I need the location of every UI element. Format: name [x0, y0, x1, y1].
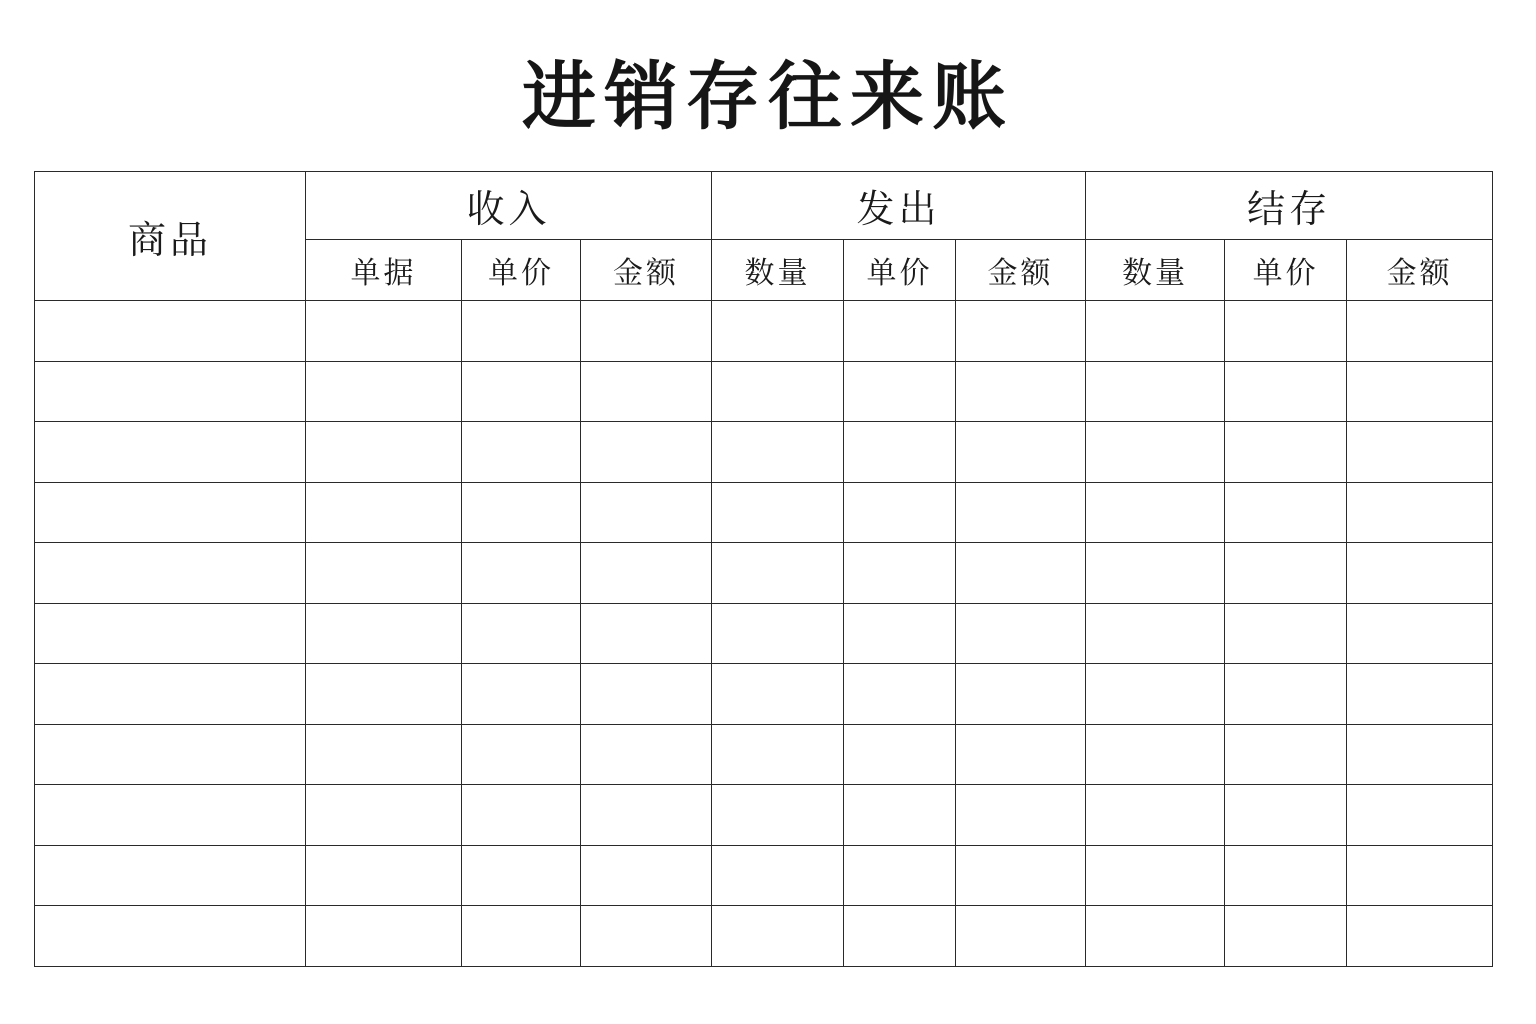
table-cell[interactable]	[1086, 543, 1225, 604]
table-cell[interactable]	[1086, 906, 1225, 967]
table-cell[interactable]	[956, 785, 1086, 846]
group-header-row	[35, 172, 1493, 240]
table-cell[interactable]	[1225, 422, 1347, 483]
column-header: 数量	[1086, 240, 1225, 301]
table-cell[interactable]	[1347, 845, 1493, 906]
table-cell[interactable]	[1225, 724, 1347, 785]
table-cell[interactable]	[844, 543, 956, 604]
table-cell[interactable]	[1225, 301, 1347, 362]
table-row	[35, 906, 1493, 967]
table-cell[interactable]	[844, 361, 956, 422]
table-cell[interactable]	[956, 906, 1086, 967]
table-cell[interactable]	[1086, 664, 1225, 725]
table-cell[interactable]	[581, 482, 712, 543]
table-cell[interactable]	[956, 724, 1086, 785]
column-header: 金额	[1347, 240, 1493, 301]
table-row	[35, 785, 1493, 846]
table-cell[interactable]	[844, 482, 956, 543]
table-cell[interactable]	[1225, 845, 1347, 906]
table-cell[interactable]	[1347, 301, 1493, 362]
table-cell[interactable]	[956, 361, 1086, 422]
table-cell[interactable]	[306, 845, 462, 906]
product-cell[interactable]	[35, 301, 306, 362]
table-cell[interactable]	[306, 785, 462, 846]
column-header: 单价	[462, 240, 581, 301]
table-cell[interactable]	[1225, 543, 1347, 604]
table-cell[interactable]	[956, 301, 1086, 362]
table-cell[interactable]	[1347, 603, 1493, 664]
table-cell[interactable]	[1347, 422, 1493, 483]
product-cell[interactable]	[35, 724, 306, 785]
ledger-table	[34, 171, 1493, 967]
table-row	[35, 845, 1493, 906]
table-cell[interactable]	[844, 906, 956, 967]
ledger-body	[35, 301, 1493, 967]
group-header-income: 收入	[306, 172, 712, 240]
table-cell[interactable]	[712, 301, 844, 362]
table-cell[interactable]	[581, 664, 712, 725]
table-cell[interactable]	[462, 603, 581, 664]
table-cell[interactable]	[462, 543, 581, 604]
table-row	[35, 361, 1493, 422]
table-cell[interactable]	[1225, 664, 1347, 725]
table-cell[interactable]	[462, 906, 581, 967]
product-cell[interactable]	[35, 785, 306, 846]
table-cell[interactable]	[712, 603, 844, 664]
table-cell[interactable]	[462, 724, 581, 785]
product-cell[interactable]	[35, 603, 306, 664]
product-cell[interactable]	[35, 482, 306, 543]
group-header-issue: 发出	[712, 172, 1086, 240]
table-row	[35, 543, 1493, 604]
column-header: 单价	[1225, 240, 1347, 301]
table-cell[interactable]	[1225, 361, 1347, 422]
table-cell[interactable]	[712, 482, 844, 543]
table-cell[interactable]	[844, 724, 956, 785]
table-row	[35, 301, 1493, 362]
table-row	[35, 724, 1493, 785]
table-cell[interactable]	[844, 422, 956, 483]
group-header-balance: 结存	[1086, 172, 1493, 240]
table-cell[interactable]	[1086, 845, 1225, 906]
table-cell[interactable]	[712, 845, 844, 906]
table-cell[interactable]	[712, 543, 844, 604]
table-cell[interactable]	[306, 422, 462, 483]
table-cell[interactable]	[844, 785, 956, 846]
product-cell[interactable]	[35, 845, 306, 906]
table-cell[interactable]	[956, 482, 1086, 543]
page-title: 进销存往来账	[522, 54, 1014, 140]
table-row	[35, 603, 1493, 664]
table-cell[interactable]	[306, 724, 462, 785]
table-cell[interactable]	[306, 361, 462, 422]
table-cell[interactable]	[1225, 785, 1347, 846]
table-cell[interactable]	[956, 422, 1086, 483]
table-cell[interactable]	[956, 845, 1086, 906]
table-cell[interactable]	[956, 664, 1086, 725]
table-cell[interactable]	[462, 785, 581, 846]
table-cell[interactable]	[462, 361, 581, 422]
table-cell[interactable]	[462, 301, 581, 362]
product-header: 商品	[35, 172, 306, 301]
table-cell[interactable]	[1086, 422, 1225, 483]
table-cell[interactable]	[1225, 603, 1347, 664]
table-cell[interactable]	[581, 301, 712, 362]
table-cell[interactable]	[462, 845, 581, 906]
table-cell[interactable]	[1347, 906, 1493, 967]
table-cell[interactable]	[581, 906, 712, 967]
table-cell[interactable]	[1347, 664, 1493, 725]
table-cell[interactable]	[956, 603, 1086, 664]
table-cell[interactable]	[462, 482, 581, 543]
table-cell[interactable]	[1347, 482, 1493, 543]
table-cell[interactable]	[581, 724, 712, 785]
table-cell[interactable]	[306, 543, 462, 604]
table-cell[interactable]	[1347, 724, 1493, 785]
product-cell[interactable]	[35, 906, 306, 967]
table-cell[interactable]	[712, 361, 844, 422]
column-header: 数量	[712, 240, 844, 301]
table-cell[interactable]	[1086, 724, 1225, 785]
table-cell[interactable]	[1086, 785, 1225, 846]
table-row	[35, 422, 1493, 483]
table-cell[interactable]	[712, 785, 844, 846]
table-cell[interactable]	[712, 906, 844, 967]
product-cell[interactable]	[35, 422, 306, 483]
product-cell[interactable]	[35, 361, 306, 422]
table-cell[interactable]	[956, 543, 1086, 604]
table-row	[35, 482, 1493, 543]
table-cell[interactable]	[581, 785, 712, 846]
table-cell[interactable]	[712, 724, 844, 785]
column-header: 金额	[956, 240, 1086, 301]
product-cell[interactable]	[35, 664, 306, 725]
table-cell[interactable]	[1347, 543, 1493, 604]
column-header: 单价	[844, 240, 956, 301]
table-cell[interactable]	[844, 845, 956, 906]
table-cell[interactable]	[581, 603, 712, 664]
table-cell[interactable]	[306, 664, 462, 725]
table-cell[interactable]	[581, 361, 712, 422]
table-cell[interactable]	[1225, 482, 1347, 543]
table-cell[interactable]	[844, 664, 956, 725]
table-cell[interactable]	[462, 422, 581, 483]
table-cell[interactable]	[306, 482, 462, 543]
table-cell[interactable]	[1086, 301, 1225, 362]
table-cell[interactable]	[306, 301, 462, 362]
table-cell[interactable]	[1225, 906, 1347, 967]
product-cell[interactable]	[35, 543, 306, 604]
table-cell[interactable]	[581, 422, 712, 483]
table-cell[interactable]	[581, 543, 712, 604]
column-header: 金额	[581, 240, 712, 301]
table-cell[interactable]	[581, 845, 712, 906]
table-cell[interactable]	[712, 664, 844, 725]
table-cell[interactable]	[306, 906, 462, 967]
column-header: 单据	[306, 240, 462, 301]
table-cell[interactable]	[462, 664, 581, 725]
table-cell[interactable]	[712, 422, 844, 483]
table-cell[interactable]	[844, 301, 956, 362]
table-cell[interactable]	[1086, 361, 1225, 422]
table-cell[interactable]	[1086, 482, 1225, 543]
table-cell[interactable]	[844, 603, 956, 664]
table-cell[interactable]	[1347, 785, 1493, 846]
table-cell[interactable]	[1347, 361, 1493, 422]
table-row	[35, 664, 1493, 725]
table-cell[interactable]	[1086, 603, 1225, 664]
table-cell[interactable]	[306, 603, 462, 664]
